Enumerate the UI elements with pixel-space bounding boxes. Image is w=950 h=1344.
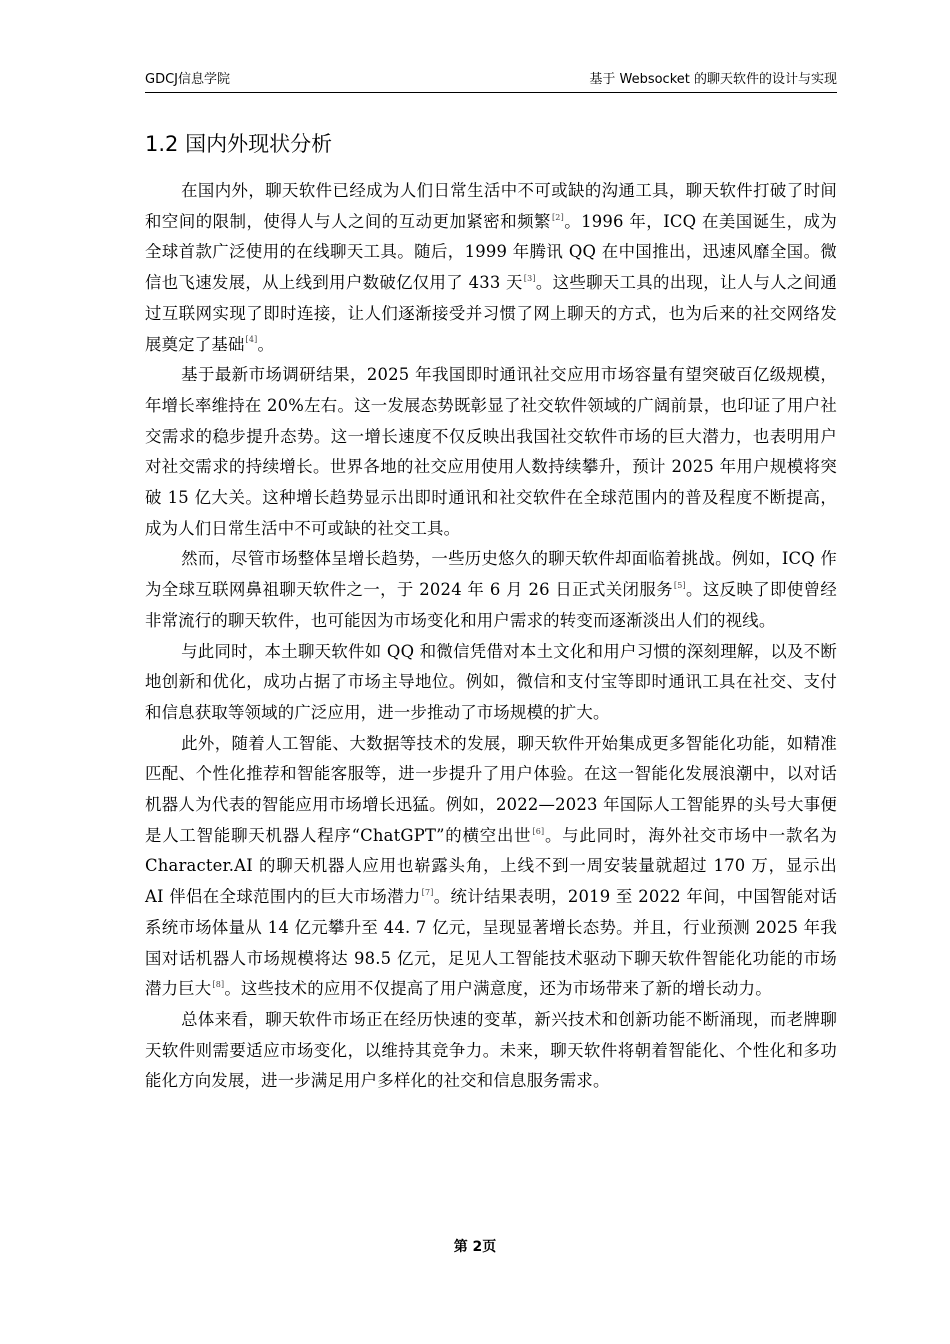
- section-title: 1.2 国内外现状分析: [145, 132, 333, 156]
- citation-ref: [3]: [523, 273, 536, 283]
- paragraph-text: 。1996 年，ICQ 在美国诞生，成为全球首款广泛使用的在线聊天工具。随后，1999 年腾讯 QQ 在中国推出，迅速风靡全国。微信也飞速发展，从上线到用户数破亿仅用了 433 天: [145, 211, 837, 293]
- paragraph-text: 。这些技术的应用不仅提高了用户满意度，还为市场带来了新的增长动力。: [224, 979, 772, 999]
- citation-ref: [4]: [245, 335, 258, 345]
- body-paragraph: [145, 360, 837, 544]
- body-paragraph: [145, 544, 837, 636]
- body-paragraph: [145, 729, 837, 1005]
- paragraph-text: 此外，随着人工智能、大数据等技术的发展，聊天软件开始集成更多智能化功能，如精准匹配、个性化推荐和智能客服等，进一步提升了用户体验。在这一智能化发展浪潮中，以对话机器人为代表的智能应用市场增长迅猛。例如，2022—2023 年国际人工智能界的头号大事便是人工智能聊天机器人程序“ChatGPT”的横空出世: [145, 733, 837, 845]
- paragraph-text: 然而，尽管市场整体呈增长趋势，一些历史悠久的聊天软件却面临着挑战。例如，ICQ 作为全球互联网鼻祖聊天软件之一，于 2024 年 6 月 26 日正式关闭服务: [145, 549, 837, 600]
- citation-ref: [8]: [212, 980, 225, 990]
- citation-ref: [5]: [673, 580, 686, 590]
- paragraph-text: 基于最新市场调研结果，2025 年我国即时通讯社交应用市场容量有望突破百亿级规模，年增长率维持在 20%左右。这一发展态势既彰显了社交软件领域的广阔前景，也印证了用户社交需求的稳步提升态势。这一增长速度不仅反映出我国社交软件市场的巨大潜力，也表明用户对社交需求的持续增长。世界各地的社交应用使用人数持续攀升，预计 2025 年用户规模将突破 15 亿大关。这种增长趋势显示出即时通讯和社交软件在全球范围内的普及程度不断提高，成为人们日常生活中不可或缺的社交工具。: [145, 365, 837, 538]
- citation-ref: [2]: [551, 212, 564, 222]
- paragraph-text: 在国内外，聊天软件已经成为人们日常生活中不可或缺的沟通工具，聊天软件打破了时间和空间的限制，使得人与人之间的互动更加紧密和频繁: [145, 181, 837, 231]
- header-rule: [145, 92, 837, 93]
- page-number: 第 2页: [453, 1239, 497, 1255]
- body-paragraph: [145, 637, 837, 729]
- citation-ref: [7]: [421, 887, 434, 897]
- body-text: [145, 176, 837, 1097]
- paragraph-text: 。: [257, 334, 275, 354]
- paragraph-text: 。与此同时，海外社交市场中一款名为 Character.AI 的聊天机器人应用也崭露头角，上线不到一周安装量就超过 170 万，显示出 AI 伴侣在全球范围内的巨大市场潜力: [145, 825, 837, 907]
- header-institution: GDCJ信息学院: [145, 72, 230, 87]
- paragraph-text: 。这反映了即使曾经非常流行的聊天软件，也可能因为市场变化和用户需求的转变而逐渐淡出人们的视线。: [145, 580, 837, 630]
- body-paragraph: [145, 176, 837, 360]
- page-header: [145, 66, 837, 88]
- paragraph-text: 。这些聊天工具的出现，让人与人之间通过互联网实现了即时连接，让人们逐渐接受并习惯了网上聊天的方式，也为后来的社交网络发展奠定了基础: [145, 273, 837, 354]
- body-paragraph: [145, 1005, 837, 1097]
- header-thesis-title: 基于 Websocket 的聊天软件的设计与实现: [589, 72, 837, 87]
- citation-ref: [6]: [532, 826, 545, 836]
- paragraph-text: 与此同时，本土聊天软件如 QQ 和微信凭借对本土文化和用户习惯的深刻理解，以及不断地创新和优化，成功占据了市场主导地位。例如，微信和支付宝等即时通讯工具在社交、支付和信息获取等领域的广泛应用，进一步推动了市场规模的扩大。: [145, 641, 837, 722]
- paragraph-text: 总体来看，聊天软件市场正在经历快速的变革，新兴技术和创新功能不断涌现，而老牌聊天软件则需要适应市场变化，以维持其竞争力。未来，聊天软件将朝着智能化、个性化和多功能化方向发展，进一步满足用户多样化的社交和信息服务需求。: [145, 1009, 837, 1091]
- paragraph-text: 。统计结果表明，2019 至 2022 年间，中国智能对话系统市场体量从 14 亿元攀升至 44. 7 亿元，呈现显著增长态势。并且，行业预测 2025 年我国对话机器人市场规模将达 98.5 亿元，足见人工智能技术驱动下聊天软件智能化功能的市场潜力巨大: [145, 887, 837, 999]
